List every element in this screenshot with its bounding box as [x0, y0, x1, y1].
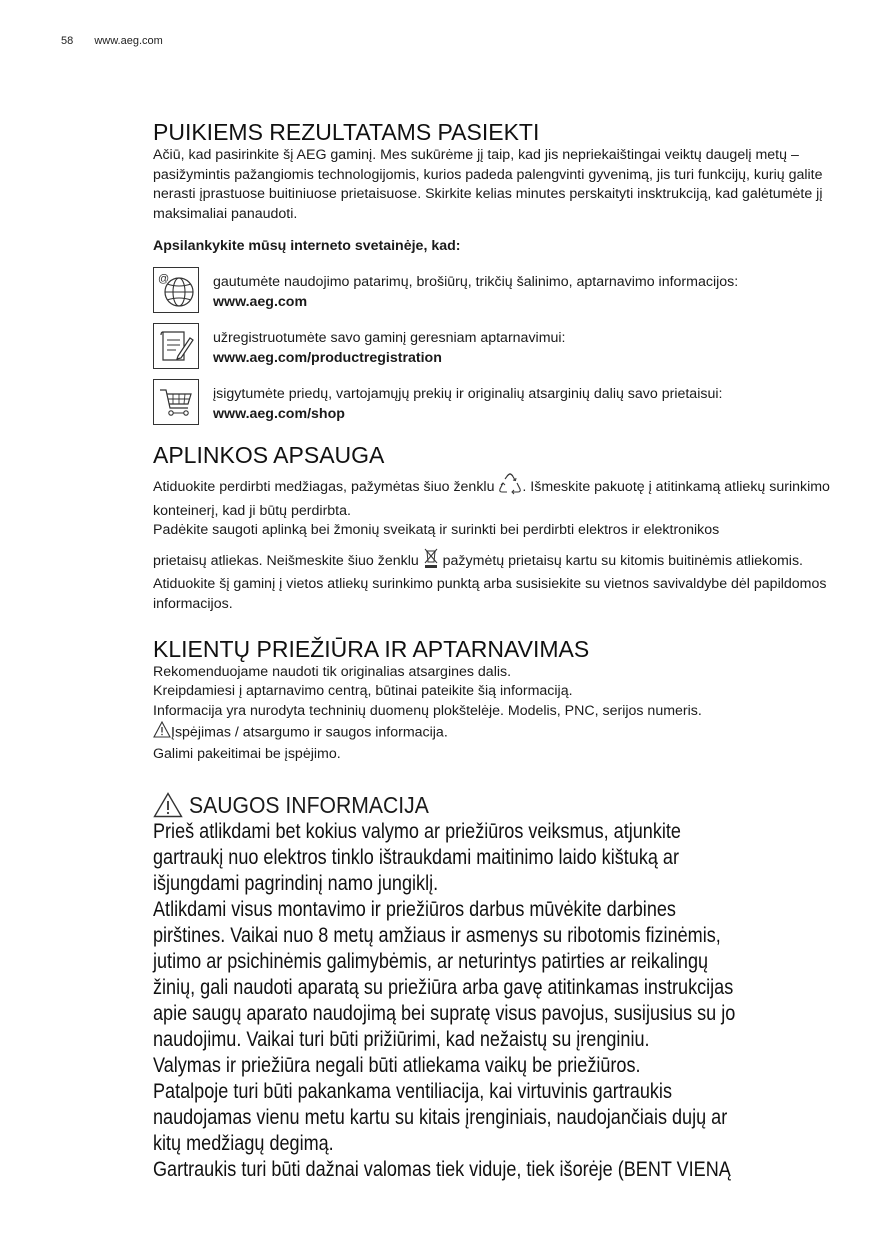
link-text-registration: užregistruotumėte savo gaminį geresniam aptarnavimui: [213, 329, 566, 346]
safety-line: išjungdami pagrindinį namo jungiklį. [153, 871, 439, 895]
safety-line: Prieš atlikdami bet kokius valymo ar priežiūros veiksmus, atjunkite [153, 819, 681, 843]
page-header [61, 35, 181, 47]
recycle-icon [498, 473, 522, 502]
safety-line: naudojamas vienu metu kartu su kitais įrenginiais, naudojančiais dujų ar [153, 1105, 728, 1129]
warning-icon [153, 792, 183, 818]
svg-text:@: @ [158, 272, 170, 285]
service-line: Rekomenduojame naudoti tik originalias atsargines dalis. [153, 663, 512, 680]
safety-line: pirštines. Vaikai nuo 8 metų amžiaus ir asmenys su ribotomis fizinėmis, [153, 923, 721, 947]
visit-heading: Apsilankykite mūsų interneto svetainėje, kad: [153, 238, 461, 255]
warning-icon [153, 721, 171, 745]
safety-line: žinių, gali naudoti aparatą su priežiūra arba gavę atitinkamas instrukcijas [153, 975, 734, 999]
shopping-cart-icon [153, 379, 199, 425]
registration-form-icon [153, 323, 199, 369]
crossed-bin-icon [423, 547, 439, 576]
intro-paragraph: Ačiū, kad pasirinkite šį AEG gaminį. Mes sukūrėme jį taip, kad jis nepriekaištingai veiktų daugelį metų – pasižymintis pažangiomis technologijomis, kurios padeda palengvinti gyvenimą, jis turi funkcijų, kurių galite nerasti įprastuose buitiniuose prietaisuose. Skirkite kelias minutes perskaityti insktrukciją, kad galėtumėte jį maksimaliai panaudoti. [153, 147, 823, 222]
environment-text-3b: pažymėtų prietaisų kartu su kitomis buitinėmis atliekomis. Atiduokite šį gaminį į vietos atliekų surinkimo punktą arba susisiekite su vietnos savivaldybe dėl papildomos informacijos. [153, 552, 827, 612]
safety-line: apie saugų aparato naudojimą bei supratę visus pavojus, susijusius su jo [153, 1001, 736, 1025]
link-row-shop [153, 379, 843, 425]
service-line: Informacija yra nurodyta techninių duomenų plokštelėje. Modelis, PNC, serijos numeris. [153, 702, 702, 719]
environment-text-3 [153, 547, 843, 615]
environment-text-1a: Atiduokite perdirbti medžiagas, pažymėtas šiuo ženklu [153, 479, 495, 496]
environment-text-2: Padėkite saugoti aplinką bei žmonių sveikatą ir surinkti bei perdirbti elektros ir elektronikos [153, 522, 720, 539]
link-row-registration [153, 323, 843, 369]
web-globe-icon [153, 267, 199, 313]
safety-section [153, 791, 843, 1183]
safety-line: kitų medžiagų degimą. [153, 1131, 334, 1155]
environment-title: APLINKOS APSAUGA [153, 441, 385, 468]
service-warning-line [153, 721, 843, 745]
service-title: KLIENTŲ PRIEŽIŪRA IR APTARNAVIMAS [153, 635, 590, 662]
safety-body [153, 819, 843, 1183]
link-text-shop: įsigytumėte priedų, vartojamųjų prekių ir originalių atsarginių dalių savo prietaisui: [213, 385, 723, 402]
safety-line: Gartraukis turi būti dažnai valomas tiek viduje, tiek išorėje (BENT VIENĄ [153, 1157, 731, 1181]
page-number: 58 [61, 35, 74, 47]
link-row-support [153, 267, 843, 313]
header-url[interactable]: www.aeg.com [94, 35, 163, 47]
service-last-line: Galimi pakeitimai be įspėjimo. [153, 745, 341, 762]
link-url-shop[interactable]: www.aeg.com/shop [213, 405, 345, 422]
environment-text-3a: prietaisų atliekas. Neišmeskite šiuo ženklu [153, 552, 419, 569]
safety-title [153, 791, 843, 819]
safety-title-text: SAUGOS INFORMACIJA [189, 791, 429, 818]
safety-line: naudojimu. Vaikai turi būti prižiūrimi, kad nežaistų su įrenginiu. [153, 1027, 650, 1051]
safety-line: Atlikdami visus montavimo ir priežiūros darbus mūvėkite darbines [153, 897, 676, 921]
environment-section [153, 441, 843, 615]
safety-line: Patalpoje turi būti pakankama ventiliacija, kai virtuvinis gartraukis [153, 1079, 672, 1103]
link-url-support[interactable]: www.aeg.com [213, 293, 308, 310]
link-text-support: gautumėte naudojimo patarimų, brošiūrų, trikčių šalinimo, aptarnavimo informacijos: [213, 273, 739, 290]
safety-line: Valymas ir priežiūra negali būti atliekama vaikų be priežiūros. [153, 1053, 641, 1077]
safety-line: jutimo ar psichinėmis galimybėmis, ar neturintys patirties ar reikalingų [153, 949, 709, 973]
service-section [153, 635, 843, 765]
link-url-registration[interactable]: www.aeg.com/productregistration [213, 349, 442, 366]
environment-text-1 [153, 473, 843, 521]
document-content [153, 118, 843, 1183]
safety-line: gartraukį nuo elektros tinklo ištraukdami maitinimo laido kištuką ar [153, 845, 679, 869]
environment-text-1b: . Išmeskite pakuotę į atitinkamą atliekų surinkimo konteinerį, kad ji būtų perdirbta. [153, 479, 830, 519]
service-warning-text: Įspėjimas / atsargumo ir saugos informacija. [171, 724, 448, 741]
service-line: Kreipdamiesi į aptarnavimo centrą, būtinai pateikite šią informaciją. [153, 683, 573, 700]
intro-title: PUIKIEMS REZULTATAMS PASIEKTI [153, 119, 540, 145]
